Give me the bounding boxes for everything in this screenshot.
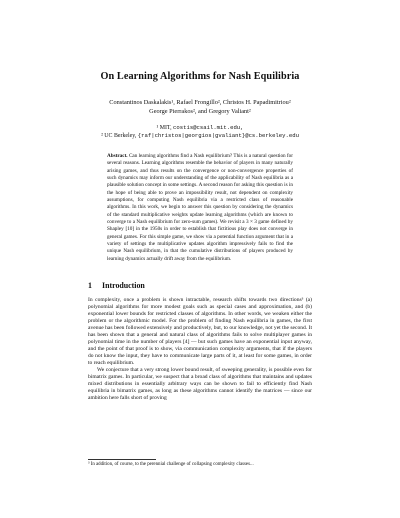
affiliation-2 xyxy=(40,132,360,140)
paragraph-2: We conjecture that a very strong lower bound result, of sweeping generality, is possible even for bimatrix games. In particular, we suspect that a broad class of algorithms that maintains and updates mixed distributions in essentially arbitrary ways can be shown to fail to efficiently find Nash equilibria in bimatrix games, as long as these algorithms cannot identify the matrices — since our ambition here falls short of proving xyxy=(88,367,312,401)
author-list xyxy=(40,98,360,117)
footnote-rule xyxy=(88,459,156,460)
abstract xyxy=(107,153,293,263)
affiliation-1-name: ¹ MIT, xyxy=(156,125,172,131)
affiliation-1 xyxy=(40,124,360,132)
affiliation-1-email: costis@csail.mit.edu, xyxy=(173,124,244,131)
paper-title: On Learning Algorithms for Nash Equilibria xyxy=(100,71,300,82)
section-heading xyxy=(88,281,145,290)
authors-line-1: Constantinos Daskalakis¹, Rafael Frongillo², Christos H. Papadimitriou² xyxy=(109,99,291,106)
affiliations xyxy=(40,124,360,140)
section-body xyxy=(88,297,312,402)
paragraph-1: In complexity, once a problem is shown intractable, research shifts towards two directions³ (a) polynomial algorithms for more modest goals such as special cases and approximation, and (b) exponential lower bounds for restricted classes of algorithms. In other words, we weaken either the problem or the algorithmic model. For the problem of finding Nash equilibria in games, the first avenue has been followed extensively and productively, but, to our knowledge, not yet the second. It has been shown that a general and natural class of algorithms fails to solve multiplayer games in polynomial time in the number of players [4] — but such games have an exponential input anyway, and the point of that proof is to show, via communication complexity arguments, that if the players do not know the input, they have to communicate large parts of it, at least for some games, in order to reach equilibrium. xyxy=(88,297,312,366)
section-number: 1 xyxy=(88,281,92,290)
section-title: Introduction xyxy=(102,281,145,290)
footnote: ³ In addition, of course, to the perennial challenge of collapsing complexity classes... xyxy=(88,462,254,467)
affiliation-2-name: ² UC Berkeley, xyxy=(101,133,137,140)
authors-line-2: George Pierrakos², and Gregory Valiant² xyxy=(149,108,251,116)
abstract-text: Can learning algorithms find a Nash equilibrium? This is a natural question for several reasons. Learning algorithms resemble the behavior of players in many naturally arising games, and thus results on the convergence or non-convergence properties of such dynamics may inform our understanding of the applicability of Nash equilibria as a plausible solution concept in some settings. A second reason for asking this question is in the hope of being able to prove an impossibility result, not dependent on complexity assumptions, for computing Nash equilibria via a restricted class of reasonable algorithms. In this work, we begin to answer this question by considering the dynamics of the standard multiplicative weights update learning algorithms (which are known to converge to a Nash equilibrium for zero-sum games). We revisit a 3 × 3 game defined by Shapley [10] in the 1950s in order to establish that fictitious play does not converge in general games. For this simple game, we show via a potential function argument that in a variety of settings the multiplicative updates algorithm impressively fails to find the unique Nash equilibrium, in that the cumulative distributions of players produced by learning dynamics actually drift away from the equilibrium. xyxy=(107,153,294,262)
abstract-label: Abstract. xyxy=(107,153,128,159)
affiliation-2-email: {raf|christos|georgios|gvaliant}@cs.berkeley.edu xyxy=(137,132,299,140)
